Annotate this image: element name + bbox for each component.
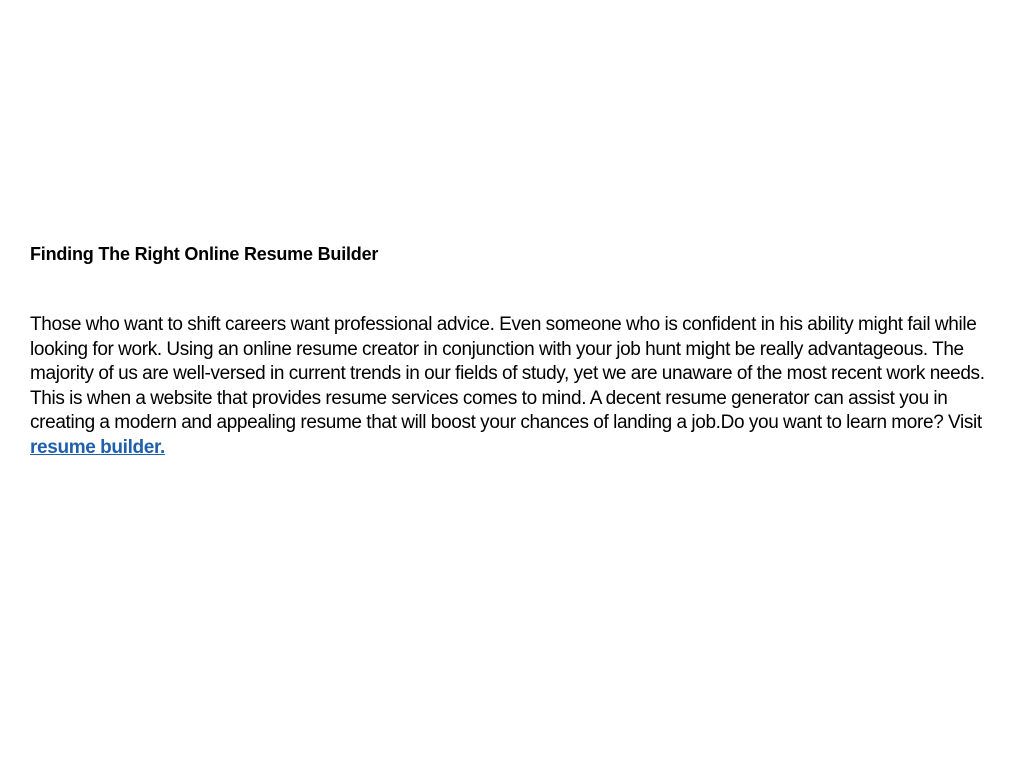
resume-builder-link[interactable]: resume builder. bbox=[30, 436, 165, 458]
body-paragraph bbox=[30, 313, 990, 460]
page-title: Finding The Right Online Resume Builder bbox=[30, 244, 379, 264]
body-text: Those who want to shift careers want professional advice. Even someone who is confident in his ability might fail while looking for work. Using an online resume creator in conjunction with your job hunt might be really advantageous. The majority of us are well-versed in current trends in our fields of study, yet we are unaware of the most recent work needs. This is when a website that provides resume services comes to mind. A decent resume generator can assist you in creating a modern and appealing resume that will boost your chances of landing a job.Do you want to learn more? Visit bbox=[30, 314, 985, 433]
